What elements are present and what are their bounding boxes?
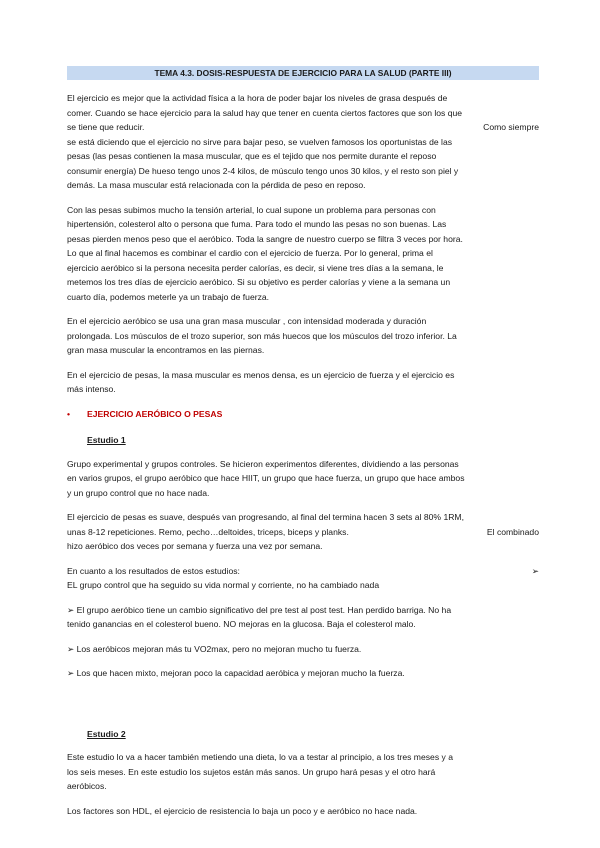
study-1-paragraph-vo2max [67, 642, 539, 657]
text-line: consumir energía) De hueso tengo unos 2-4 kilos, de músculo tengo unos 30 kilos, y el resto son piel y [67, 165, 459, 176]
study-2-paragraph-dieta [67, 750, 539, 794]
text-fragment: El combinado [486, 526, 539, 537]
text-line: tenido ganancias en el colesterol bueno. NO mejoras en la glucosa. Baja el colesterol malo. [67, 619, 416, 629]
spacer [67, 691, 539, 727]
text-line: prolongada. Los músculos de el trozo superior, son más huecos que los músculos del trozo inferior. La [67, 330, 457, 341]
text-line [67, 525, 539, 540]
text-fragment: se tiene que reducir. [67, 122, 145, 132]
study-1-heading: Estudio 1 [87, 435, 126, 445]
text-line: Este estudio lo va a hacer también metiendo una dieta, lo va a testar al principio, a los tres meses y a [67, 752, 453, 762]
text-fragment: unas 8-12 repeticiones. Remo, pecho…deltoides, triceps, biceps y planks. [67, 526, 349, 537]
text-line: cuarto día, podemos meterle ya un trabajo de fuerza. [67, 291, 270, 302]
text-line: aeróbicos. [67, 781, 107, 791]
text-line: Grupo experimental y grupos controles. Se hicieron experimentos diferentes, dividiendo a las personas [67, 458, 459, 469]
text-line: ➢ El grupo aeróbico tiene un cambio significativo del pre test al post test. Han perdido barriga. No ha [67, 604, 452, 615]
bullet-icon: • [67, 408, 71, 419]
text-line: los seis meses. En este estudio los sujetos están más sanos. Un grupo hará pesas y el otro hará [67, 766, 436, 777]
paragraph-aerobico [67, 314, 539, 358]
text-fragment: En cuanto a los resultados de estos estudios: [67, 565, 240, 576]
arrow-icon: ➢ [531, 565, 539, 576]
text-line: pesas (las pesas contienen la masa muscular, que es el tejido que nos permite durante el reposo [67, 151, 437, 161]
text-line: metemos los tres días de ejercicio aeróbico. Si su objetivo es perder calorías y viene a la semana un [67, 277, 451, 287]
text-line: y un grupo control que no hace nada. [67, 487, 210, 498]
text-line [67, 120, 539, 135]
paragraph-pesas [67, 368, 539, 397]
text-line: El ejercicio es mejor que la actividad física a la hora de poder bajar los niveles de grasa después de [67, 93, 448, 103]
text-line: Los factores son HDL, el ejercicio de resistencia lo baja un poco y e aeróbico no hace nada. [67, 805, 418, 816]
study-1-paragraph-pesas [67, 510, 539, 554]
paragraph-intro [67, 91, 539, 193]
bullet-heading [67, 407, 539, 422]
study-1-paragraph-groups [67, 457, 539, 501]
study-2-heading: Estudio 2 [87, 728, 126, 739]
text-line: más intenso. [67, 384, 116, 394]
text-line: se está diciendo que el ejercicio no sirve para bajar peso, se vuelven famosos los oportunistas de las [67, 136, 453, 147]
text-line: hipertensión, colesterol alto o persona que fuma. Para todo el mundo las pesas no son buenas. Las [67, 219, 447, 229]
text-line: ejercicio aeróbico si la persona necesita perder calorías, es decir, si viene tres días a la semana, le [67, 262, 444, 273]
text-line: comer. Cuando se hace ejercicio para la salud hay que tener en cuenta ciertos factores que son los que [67, 107, 463, 118]
text-line: EL grupo control que ha seguido su vida normal y corriente, no ha cambiado nada [67, 580, 380, 590]
text-line: demás. La masa muscular está relacionada con la pérdida de peso en reposo. [67, 180, 366, 190]
bullet-heading-text: EJERCICIO AERÓBICO O PESAS [87, 408, 223, 419]
section-title: TEMA 4.3. DOSIS-RESPUESTA DE EJERCICIO PARA LA SALUD (PARTE III) [67, 66, 539, 80]
text-line: pesas pierden menos peso que el aeróbico. Toda la sangre de nuestro cuerpo se filtra 3 veces por hora. [67, 233, 463, 244]
text-line: ➢ Los que hacen mixto, mejoran poco la capacidad aeróbica y mejoran mucho la fuerza. [67, 668, 405, 678]
text-line: El ejercicio de pesas es suave, después van progresando, al final del termina hacen 3 sets al 80% 1RM, [67, 512, 464, 522]
text-line: Con las pesas subimos mucho la tensión arterial, lo cual supone un problema para personas con [67, 204, 436, 215]
text-line: ➢ Los aeróbicos mejoran más tu VO2max, pero no mejoran mucho tu fuerza. [67, 643, 362, 654]
paragraph-pesas-tension [67, 203, 539, 305]
study-1-paragraph-mixto [67, 666, 539, 681]
text-line: Lo que al final hacemos es combinar el cardio con el ejercicio de fuerza. Por lo general, prima el [67, 248, 433, 258]
study-1-paragraph-results [67, 564, 539, 593]
text-line: En el ejercicio de pesas, la masa muscular es menos densa, es un ejercicio de fuerza y el ejercicio es [67, 369, 455, 380]
text-line: gran masa muscular la encontramos en las piernas. [67, 345, 265, 355]
document-page [67, 66, 539, 828]
study-2-paragraph-hdl [67, 804, 539, 819]
text-line: hizo aeróbico dos veces por semana y fuerza una vez por semana. [67, 541, 323, 551]
text-fragment: Como siempre [483, 122, 539, 132]
text-line: En el ejercicio aeróbico se usa una gran masa muscular , con intensidad moderada y duración [67, 316, 427, 326]
study-1-paragraph-aerobic-group [67, 603, 539, 632]
text-line [67, 564, 539, 579]
text-line: en varios grupos, el grupo aeróbico que hace HIIT, un grupo que hace fuerza, un grupo que hace ambos [67, 473, 465, 483]
